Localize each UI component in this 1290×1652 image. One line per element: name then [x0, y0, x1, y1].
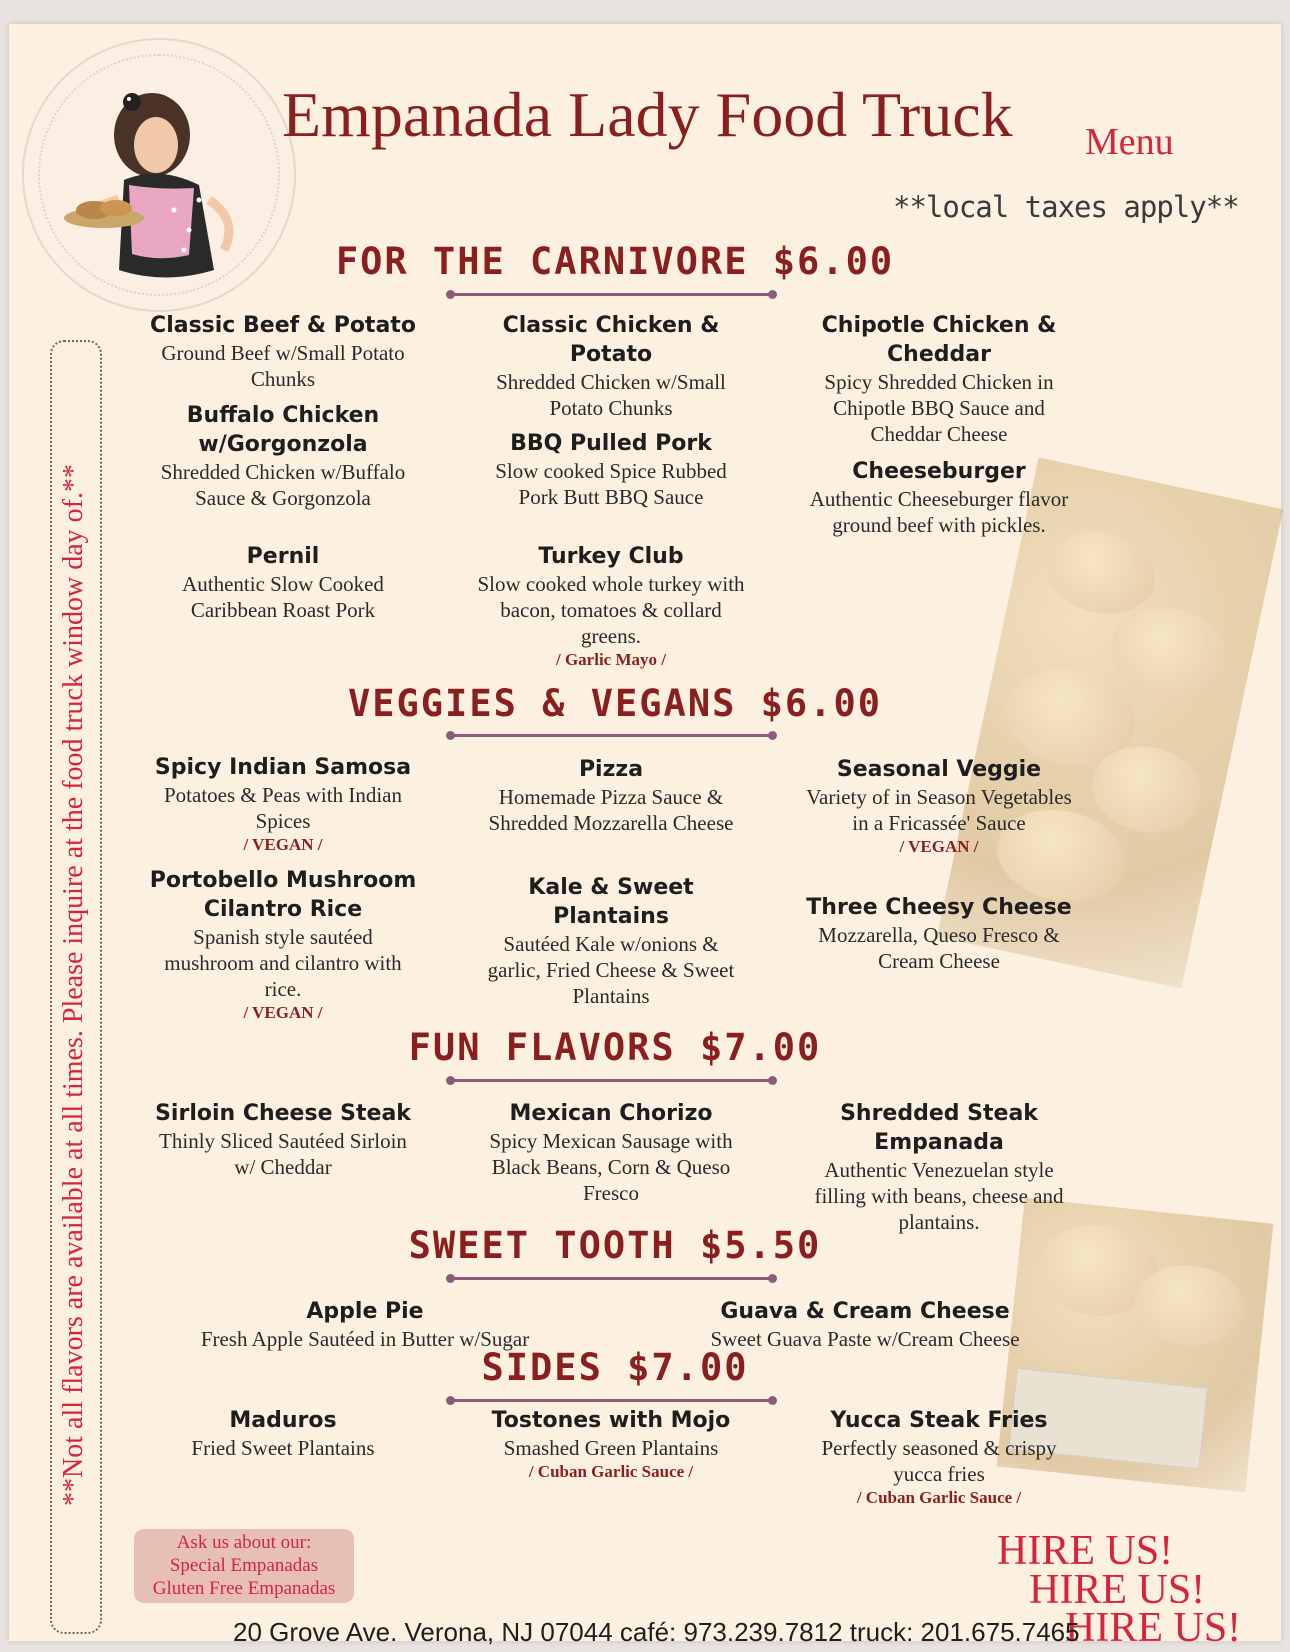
menu-item	[804, 311, 1074, 447]
item-name: Apple Pie	[306, 1299, 424, 1324]
item-name: Yucca Steak Fries	[830, 1408, 1048, 1433]
item-desc: Perfectly seasoned & crispy yucca fries	[821, 1436, 1057, 1486]
item-desc: Slow cooked Spice Rubbed Pork Butt BBQ Sauce	[495, 459, 727, 509]
empanada-lady-logo	[22, 38, 296, 312]
item-name: Pernil	[246, 544, 320, 569]
restaurant-title: Empanada Lady Food Truck	[282, 79, 1013, 150]
item-desc: Sweet Guava Paste w/Cream Cheese	[710, 1327, 1020, 1351]
item-name: Three Cheesy Cheese	[806, 895, 1072, 920]
item-name: Cheeseburger	[852, 459, 1026, 484]
menu-item	[804, 1406, 1074, 1509]
section-divider	[450, 734, 773, 737]
item-desc: Authentic Cheeseburger flavor ground beef with pickles.	[809, 487, 1069, 537]
section-divider	[450, 1079, 773, 1082]
menu-item	[675, 1297, 1055, 1352]
callout-line: Special Empanadas	[169, 1555, 319, 1576]
item-tag: / Cuban Garlic Sauce /	[856, 1488, 1022, 1507]
item-desc: Variety of in Season Vegetables in a Fricassée' Sauce	[806, 785, 1072, 835]
section-divider	[450, 293, 773, 296]
item-desc: Sautéed Kale w/onions & garlic, Fried Cheese & Sweet Plantains	[487, 932, 735, 1008]
item-desc: Smashed Green Plantains	[503, 1436, 719, 1460]
callout-line: Gluten Free Empanadas	[152, 1578, 336, 1599]
menu-item	[804, 755, 1074, 858]
item-desc: Authentic Slow Cooked Caribbean Roast Pork	[182, 572, 384, 622]
item-name: Pizza	[578, 757, 644, 782]
item-desc: Authentic Venezuelan style filling with beans, cheese and plantains.	[814, 1158, 1064, 1234]
section-heading-sides: SIDES $7.00	[481, 1346, 749, 1389]
item-desc: Spicy Mexican Sausage with Black Beans, Corn & Queso Fresco	[489, 1129, 733, 1205]
item-desc: Mozzarella, Queso Fresco & Cream Cheese	[818, 923, 1060, 973]
item-desc: Potatoes & Peas with Indian Spices	[164, 783, 402, 833]
menu-item	[476, 1099, 746, 1206]
item-name: Classic Chicken & Potato	[502, 313, 720, 367]
item-name: Kale & Sweet Plantains	[528, 875, 694, 929]
contact-footer: 20 Grove Ave. Verona, NJ 07044 café: 973.239.7812 truck: 201.675.7465	[233, 1617, 1080, 1647]
item-desc: Fried Sweet Plantains	[191, 1436, 375, 1460]
menu-item	[804, 1099, 1074, 1235]
hire-us-text: HIRE US!	[1029, 1567, 1206, 1613]
menu-label: Menu	[1085, 121, 1174, 163]
menu-item	[804, 457, 1074, 538]
item-desc: Fresh Apple Sautéed in Butter w/Sugar	[200, 1327, 530, 1351]
section-heading-sweet-tooth: SWEET TOOTH $5.50	[408, 1224, 822, 1267]
section-heading-fun-flavors: FUN FLAVORS $7.00	[408, 1026, 822, 1069]
item-desc: Ground Beef w/Small Potato Chunks	[161, 341, 405, 391]
item-desc: Shredded Chicken w/Buffalo Sauce & Gorgonzola	[160, 460, 406, 510]
item-name: Portobello Mushroom Cilantro Rice	[149, 868, 417, 922]
menu-item	[476, 429, 746, 510]
item-name: Seasonal Veggie	[836, 757, 1042, 782]
item-tag: / Garlic Mayo /	[555, 650, 666, 669]
item-name: Maduros	[229, 1408, 337, 1433]
item-name: Tostones with Mojo	[491, 1408, 731, 1433]
item-desc: Spicy Shredded Chicken in Chipotle BBQ Sauce and Cheddar Cheese	[824, 370, 1054, 446]
item-tag: / VEGAN /	[243, 835, 323, 854]
menu-item	[148, 311, 418, 392]
availability-note: **Not all flavors are available at all times. Please inquire at the food truck window day of.**	[58, 464, 89, 1506]
menu-item	[148, 866, 418, 1024]
item-name: Mexican Chorizo	[509, 1101, 713, 1126]
special-empanadas-callout	[134, 1529, 354, 1603]
menu-item	[148, 401, 418, 511]
taxes-note: **local taxes apply**	[893, 190, 1239, 224]
item-name: Chipotle Chicken & Cheddar	[821, 313, 1057, 367]
item-name: Classic Beef & Potato	[150, 313, 416, 338]
item-name: Shredded Steak Empanada	[840, 1101, 1038, 1155]
menu-item	[175, 1297, 555, 1352]
item-name: Spicy Indian Samosa	[154, 755, 412, 780]
item-tag: / Cuban Garlic Sauce /	[528, 1462, 694, 1481]
item-desc: Shredded Chicken w/Small Potato Chunks	[496, 370, 726, 420]
menu-item	[148, 1406, 418, 1461]
hire-us-text: HIRE US!	[997, 1528, 1174, 1574]
item-name: Guava & Cream Cheese	[720, 1299, 1010, 1324]
item-name: Buffalo Chicken w/Gorgonzola	[186, 403, 380, 457]
callout-line: Ask us about our:	[176, 1532, 312, 1553]
section-divider	[450, 1277, 773, 1280]
item-tag: / VEGAN /	[243, 1003, 323, 1022]
menu-item	[476, 755, 746, 836]
menu-item	[804, 893, 1074, 974]
menu-item	[476, 873, 746, 1009]
section-divider	[450, 1399, 773, 1402]
item-desc: Slow cooked whole turkey with bacon, tomatoes & collard greens.	[477, 572, 745, 648]
menu-item	[476, 1406, 746, 1483]
item-name: Sirloin Cheese Steak	[155, 1101, 411, 1126]
menu-item	[476, 311, 746, 421]
item-desc: Spanish style sautéed mushroom and cilantro with rice.	[164, 925, 402, 1001]
menu-item	[148, 542, 418, 623]
menu-item	[476, 542, 746, 671]
menu-item	[148, 1099, 418, 1180]
item-tag: / VEGAN /	[899, 837, 979, 856]
section-heading-carnivore: FOR THE CARNIVORE $6.00	[335, 240, 895, 283]
item-desc: Thinly Sliced Sautéed Sirloin w/ Cheddar	[159, 1129, 407, 1179]
menu-item	[148, 753, 418, 856]
item-name: BBQ Pulled Pork	[510, 431, 712, 456]
hire-us-text: HIRE US!	[1065, 1605, 1242, 1651]
section-heading-veggies: VEGGIES & VEGANS $6.00	[347, 682, 883, 725]
item-name: Turkey Club	[538, 544, 684, 569]
item-desc: Homemade Pizza Sauce & Shredded Mozzarella Cheese	[488, 785, 734, 835]
